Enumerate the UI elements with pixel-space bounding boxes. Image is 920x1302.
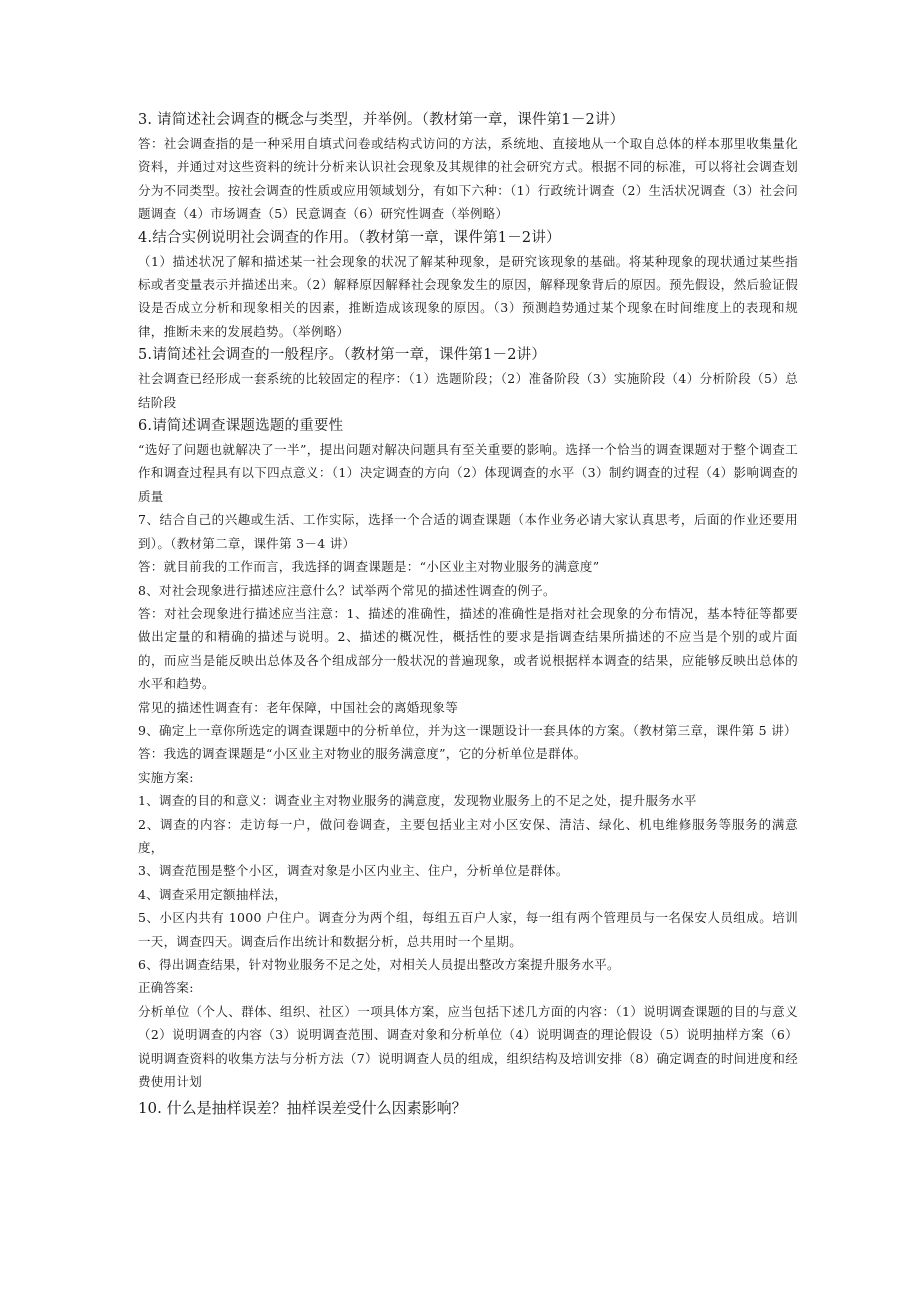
q3-heading: 3. 请简述社会调查的概念与类型，并举例。（教材第一章，课件第1－2讲）: [138, 112, 625, 128]
correct-title: 正确答案:: [138, 980, 194, 996]
q10-heading: 10. 什么是抽样误差？抽样误差受什么因素影响？: [138, 1099, 467, 1118]
q9-answer: 答：我选的调查课题是“小区业主对物业的服务满意度”，它的分析单位是群体。: [138, 746, 587, 762]
correct-answer: 分析单位（个人、群体、组织、社区）一项具体方案，应当包括下述几方面的内容：（1）说明调查课题的目的与意义（2）说明调查的内容（3）说明调查范围、调查对象和分析单位（4）说明调查的理论假设（5）说明抽样方案（6）说明调查资料的收集方法与分析方法（7）说明调查人员的组成，组织结构及培训安排（8）确定调查的时间进度和经费使用计划: [138, 1003, 798, 1090]
plan-item-1: 1、调查的目的和意义：调查业主对物业服务的满意度，发现物业服务上的不足之处，提升服务水平: [138, 793, 697, 809]
q9-question: 9、确定上一章你所选定的调查课题中的分析单位，并为这一课题设计一套具体的方案。（教材第三章，课件第 5 讲）: [138, 722, 797, 738]
q8-answer: 答：对社会现象进行描述应当注意：1、描述的准确性，描述的准确性是指对社会现象的分布情况，基本特征等都要做出定量的和精确的描述与说明。2、描述的概况性，概括性的要求是指调查结果所描述的不应当是个别的或片面的，而应当是能反映出总体及各个组成部分一般状况的普遍现象，或者说根据样本调查的结果，应能够反映出总体的水平和趋势。: [138, 605, 798, 692]
plan-item-3: 3、调查范围是整个小区，调查对象是小区内业主、住户，分析单位是群体。: [138, 863, 569, 879]
q8-question: 8、对社会现象进行描述应注意什么？试举两个常见的描述性调查的例子。: [138, 582, 556, 598]
q7-answer: 答：就目前我的工作而言，我选择的调查课题是：“小区业主对物业服务的满意度”: [138, 559, 600, 575]
q6-heading: 6.请简述调查课题选题的重要性: [138, 418, 344, 435]
plan-item-6: 6、得出调查结果，针对物业服务不足之处，对相关人员提出整改方案提升服务水平。: [138, 957, 620, 972]
document-page: [138, 108, 798, 1121]
plan-item-4: 4、调查采用定额抽样法，: [138, 886, 288, 902]
q4-answer: （1）描述状况了解和描述某一社会现象的状况了解某种现象，是研究该现象的基础。将某种现象的现状通过某些指标或者变量表示并描述出来。（2）解释原因解释社会现象发生的原因，解释现象背后的原因。预先假设，然后验证假设是否成立分析和现象相关的因素，推断造成该现象的原因。（3）预测趋势通过某个现象在时间维度上的表现和规律，推断未来的发展趋势。（举例略）: [138, 253, 798, 339]
plan-title: 实施方案:: [138, 769, 194, 785]
q5-heading: 5.请简述社会调查的一般程序。（教材第一章，课件第1－2讲）: [138, 347, 547, 364]
q7-question: 7、结合自己的兴趣或生活、工作实际，选择一个合适的调查课题（本作业务必请大家认真思考，后面的作业还要用到）。（教材第二章，课件第 3－4 讲）: [138, 512, 798, 551]
q4-heading: 4.结合实例说明社会调查的作用。（教材第一章，课件第1－2讲）: [138, 229, 561, 246]
q5-answer: 社会调查已经形成一套系统的比较固定的程序：（1）选题阶段；（2）准备阶段（3）实施阶段（4）分析阶段（5）总结阶段: [138, 371, 798, 410]
q8-examples: 常见的描述性调查有：老年保障，中国社会的离婚现象等: [138, 699, 459, 715]
q6-answer: “选好了问题也就解决了一半”，提出问题对解决问题具有至关重要的影响。选择一个恰当的调查课题对于整个调查工作和调查过程具有以下四点意义：（1）决定调查的方向（2）体现调查的水平（3）制约调查的过程（4）影响调查的质量: [138, 442, 798, 504]
q3-answer: 答：社会调查指的是一种采用自填式问卷或结构式访问的方法，系统地、直接地从一个取自总体的样本那里收集量化资料，并通过对这些资料的统计分析来认识社会现象及其规律的社会研究方式。根据不同的标准，可以将社会调查划分为不同类型。按社会调查的性质或应用领域划分，有如下六种：（1）行政统计调查（2）生活状况调查（3）社会问题调查（4）市场调查（5）民意调查（6）研究性调查（举例略）: [138, 136, 798, 222]
plan-item-2: 2、调查的内容：走访每一户，做问卷调查，主要包括业主对小区安保、清洁、绿化、机电维修服务等服务的满意度，: [138, 816, 798, 855]
plan-item-5: 5、小区内共有 1000 户住户。调查分为两个组，每组五百户人家，每一组有两个管理员与一名保安人员组成。培训一天，调查四天。调查后作出统计和数据分析，总共用时一个星期。: [138, 910, 798, 949]
